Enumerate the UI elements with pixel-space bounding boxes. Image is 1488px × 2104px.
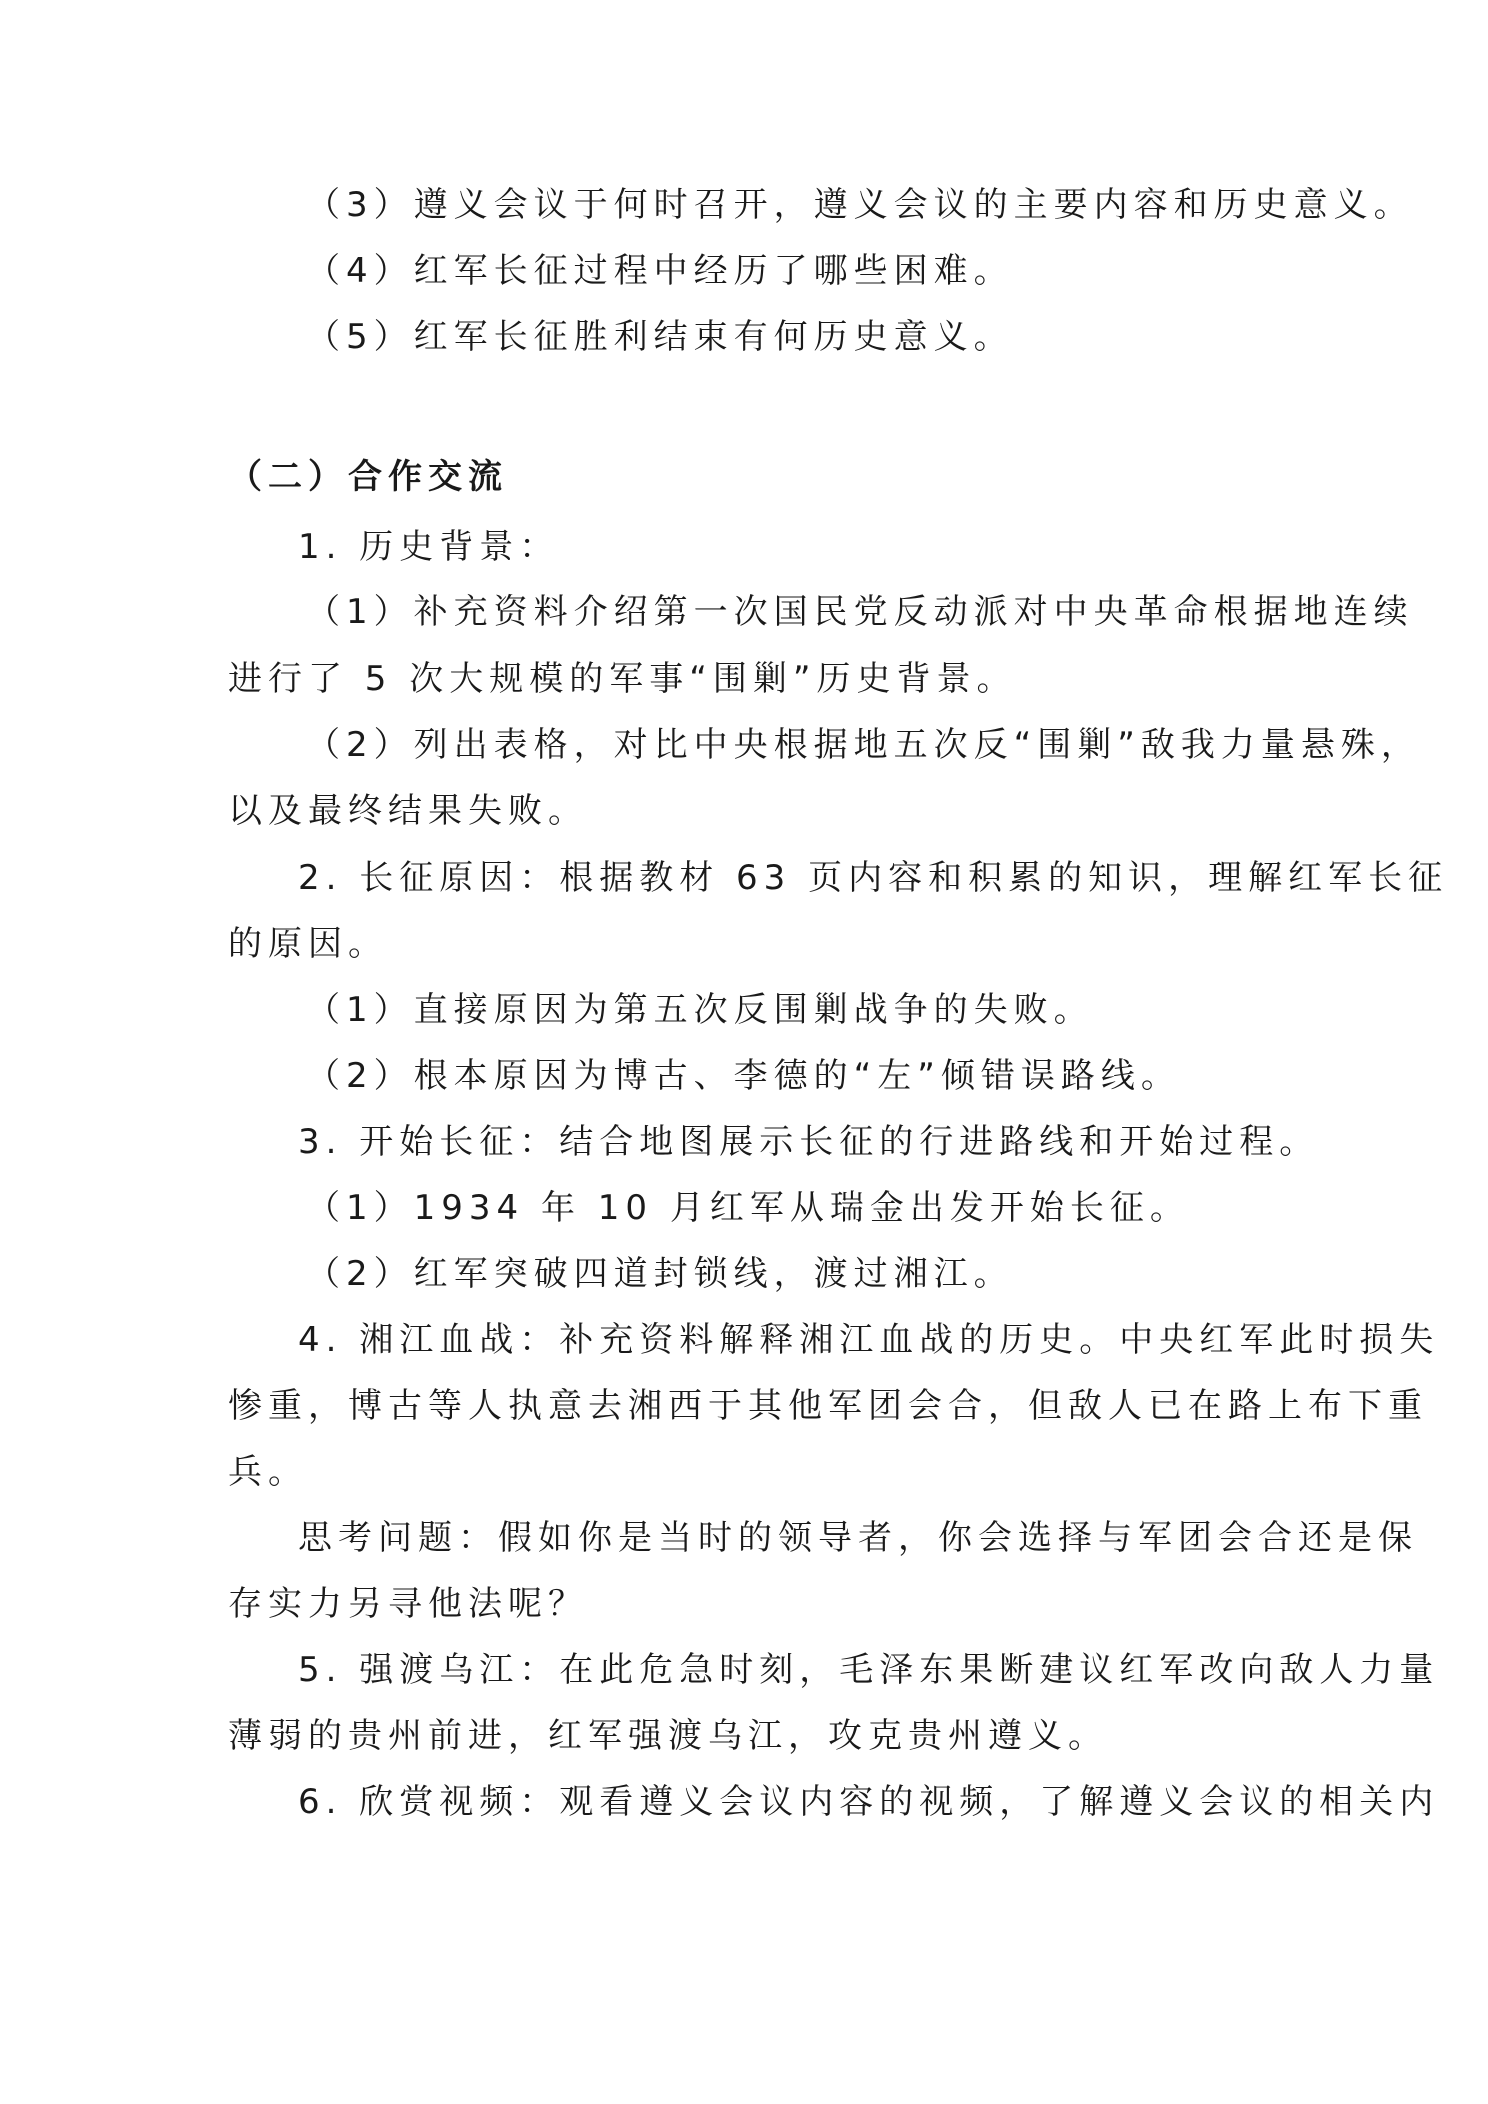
paragraph-line: （2）红军突破四道封锁线，渡过湘江。 xyxy=(306,1254,1014,1294)
paragraph-line: 惨重，博古等人执意去湘西于其他军团会合，但敌人已在路上布下重 xyxy=(228,1386,1428,1426)
paragraph-xiangjiang-battle: 4. 湘江血战：补充资料解释湘江血战的历史。中央红军此时损失 xyxy=(298,1320,1440,1360)
section-title: （二）合作交流 xyxy=(228,457,508,497)
paragraph-line: 的原因。 xyxy=(228,924,388,964)
question-5: （5）红军长征胜利结束有何历史意义。 xyxy=(306,317,1014,357)
paragraph-thinking-question: 思考问题：假如你是当时的领导者，你会选择与军团会合还是保 xyxy=(298,1518,1418,1558)
paragraph-history-background: 1. 历史背景： xyxy=(298,527,560,567)
paragraph-line: （1）1934 年 10 月红军从瑞金出发开始长征。 xyxy=(306,1188,1190,1228)
paragraph-line: 存实力另寻他法呢？ xyxy=(228,1584,588,1624)
paragraph-line: 兵。 xyxy=(228,1452,308,1492)
paragraph-line: 以及最终结果失败。 xyxy=(228,791,588,831)
paragraph-line: （1）补充资料介绍第一次国民党反动派对中央革命根据地连续 xyxy=(306,592,1414,632)
paragraph-crossing-wujiang: 5. 强渡乌江：在此危急时刻，毛泽东果断建议红军改向敌人力量 xyxy=(298,1650,1440,1690)
paragraph-line: （2）根本原因为博古、李德的“左”倾错误路线。 xyxy=(306,1056,1181,1096)
paragraph-long-march-reason: 2. 长征原因：根据教材 63 页内容和积累的知识，理解红军长征 xyxy=(298,858,1449,898)
paragraph-line: 薄弱的贵州前进，红军强渡乌江，攻克贵州遵义。 xyxy=(228,1716,1108,1756)
paragraph-watch-video: 6. 欣赏视频：观看遵义会议内容的视频，了解遵义会议的相关内 xyxy=(298,1782,1440,1822)
paragraph-line: 进行了 5 次大规模的军事“围剿”历史背景。 xyxy=(228,659,1017,699)
paragraph-start-long-march: 3. 开始长征：结合地图展示长征的行进路线和开始过程。 xyxy=(298,1122,1320,1162)
question-4: （4）红军长征过程中经历了哪些困难。 xyxy=(306,251,1014,291)
question-3: （3）遵义会议于何时召开，遵义会议的主要内容和历史意义。 xyxy=(306,185,1414,225)
paragraph-line: （1）直接原因为第五次反围剿战争的失败。 xyxy=(306,990,1094,1030)
paragraph-line: （2）列出表格，对比中央根据地五次反“围剿”敌我力量悬殊， xyxy=(306,725,1421,765)
